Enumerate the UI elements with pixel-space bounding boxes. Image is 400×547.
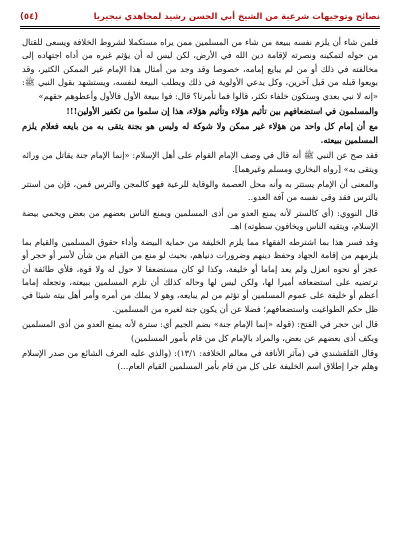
paragraph: وقال القلقشندي في (مآثر الأنافة في معالم الخلافة: ١٣/١): (والذي عليه العرف الشائع من صدر الإسلام وهلم جرا إطلاق اسم الخليفة على كل من قام بأمر المسلمين القيام العام...) (22, 347, 378, 372)
page-header (20, 8, 380, 29)
running-title: نصائح وتوجيهات شرعية من الشيخ أبي الحسن رشيد لمجاهدي نيجيريا (93, 12, 380, 22)
page-body (22, 36, 378, 539)
paragraph: والمسلمون في استضعافهم بين تأثيم هؤلاء وتأثيم هؤلاء، هذا إن سلموا من تكفير الأولين!!! (66, 106, 378, 117)
paragraph: وقد فسر هذا بما اشترطه الفقهاء مما يلزم الخليفة من حماية البيضة وأداء حقوق المسلمين والقيام بما يلزمهم من إقامة الجهاد وحفظ دينهم وضرورات دنياهم، بحيث لو منع من القيام من شأن لأسر أو حجر أو عجز أو نحوه انعزل ولم يعد إماما أو خليفة، وكذا لو كان مستضعفا لا حول له ولا قوة، فلأي طائفة أن ترتضيه على استضعافه أميرا لها، ولكن ليس لها وحاله كذلك أن تلزم المسلمين ببيعته، وتجعله إماما أعظم أو خليفة على عموم المسلمين أو تؤثم من لم يبايعه، وهو لا يملك من أمره وأمر أهل بيته شيئا في ظل حكم الطواغيت واستضعافهم؛ فضلا عن أن يكون جنة لغيره من المسلمين. (22, 236, 378, 314)
page-number: (٥٤) (20, 12, 39, 22)
paragraph: قال النووي: (أي كالستر لأنه يمنع العدو من أذى المسلمين ويمنع الناس بعضهم من بعض ويحمي بيضة الإسلام، ويتقيه الناس ويخافون سطوته) اهـ. (22, 207, 378, 232)
paragraph: مع أن إمام كل واحد من هؤلاء غير ممكن ولا شوكة له وليس هو بجنة يتقى به من بايعه فعلام يلزم المسلمين ببيعته. (22, 121, 378, 145)
paragraph: فلمن شاء أن يلزم نفسه ببيعة من شاء من المسلمين ممن يراه مستكملا لشروط الخلافة ويسعى للقتال من حوله لتمكينه ونصرته لإقامة دين الله في الأرض، لكن ليس له أن يؤثم غيره من أداه اجتهاده إلى مخالفته في ذلك أو من لم يبايع إمامه، خصوصا وقد وجد من أمثال هذا الإمام غير الممكن الكثير، وقد بويعوا قبله من قبل آخرين، وكل يدعي الأولوية في ذلك ويطلب البيعة لنفسه، ويستشهد بقول النبي ﷺ: «إنه لا نبي بعدي وستكون خلفاء تكثر، قالوا فما تأمرنا؟ قال: فوا ببيعة الأول فالأول وأعطوهم حقهم» (22, 37, 378, 101)
paragraph: والمعنى أن الإمام يستتر به وأنه محل العصمة والوقاية للرعية فهو كالمجن والترس فمن، فإن من استتر بالترس فقد وقى نفسه من آفة العدو.. (22, 179, 378, 203)
paragraph: قال ابن حجر في الفتح: (قوله «إنما الإمام جنة» بضم الجيم أي: سترة لأنه يمنع العدو من أذى المسلمين ويكف أذى بعضهم عن بعض، والمراد بالإمام كل من قام بأمور المسلمين) (22, 319, 378, 343)
paragraph: فقد صح عن النبي ﷺ أنه قال في وصف الإمام القوام على أهل الإسلام: «إنما الإمام جنة يقاتل من ورائه ويتقى به» [رواه البخاري ومسلم وغيرهما]. (22, 150, 378, 174)
